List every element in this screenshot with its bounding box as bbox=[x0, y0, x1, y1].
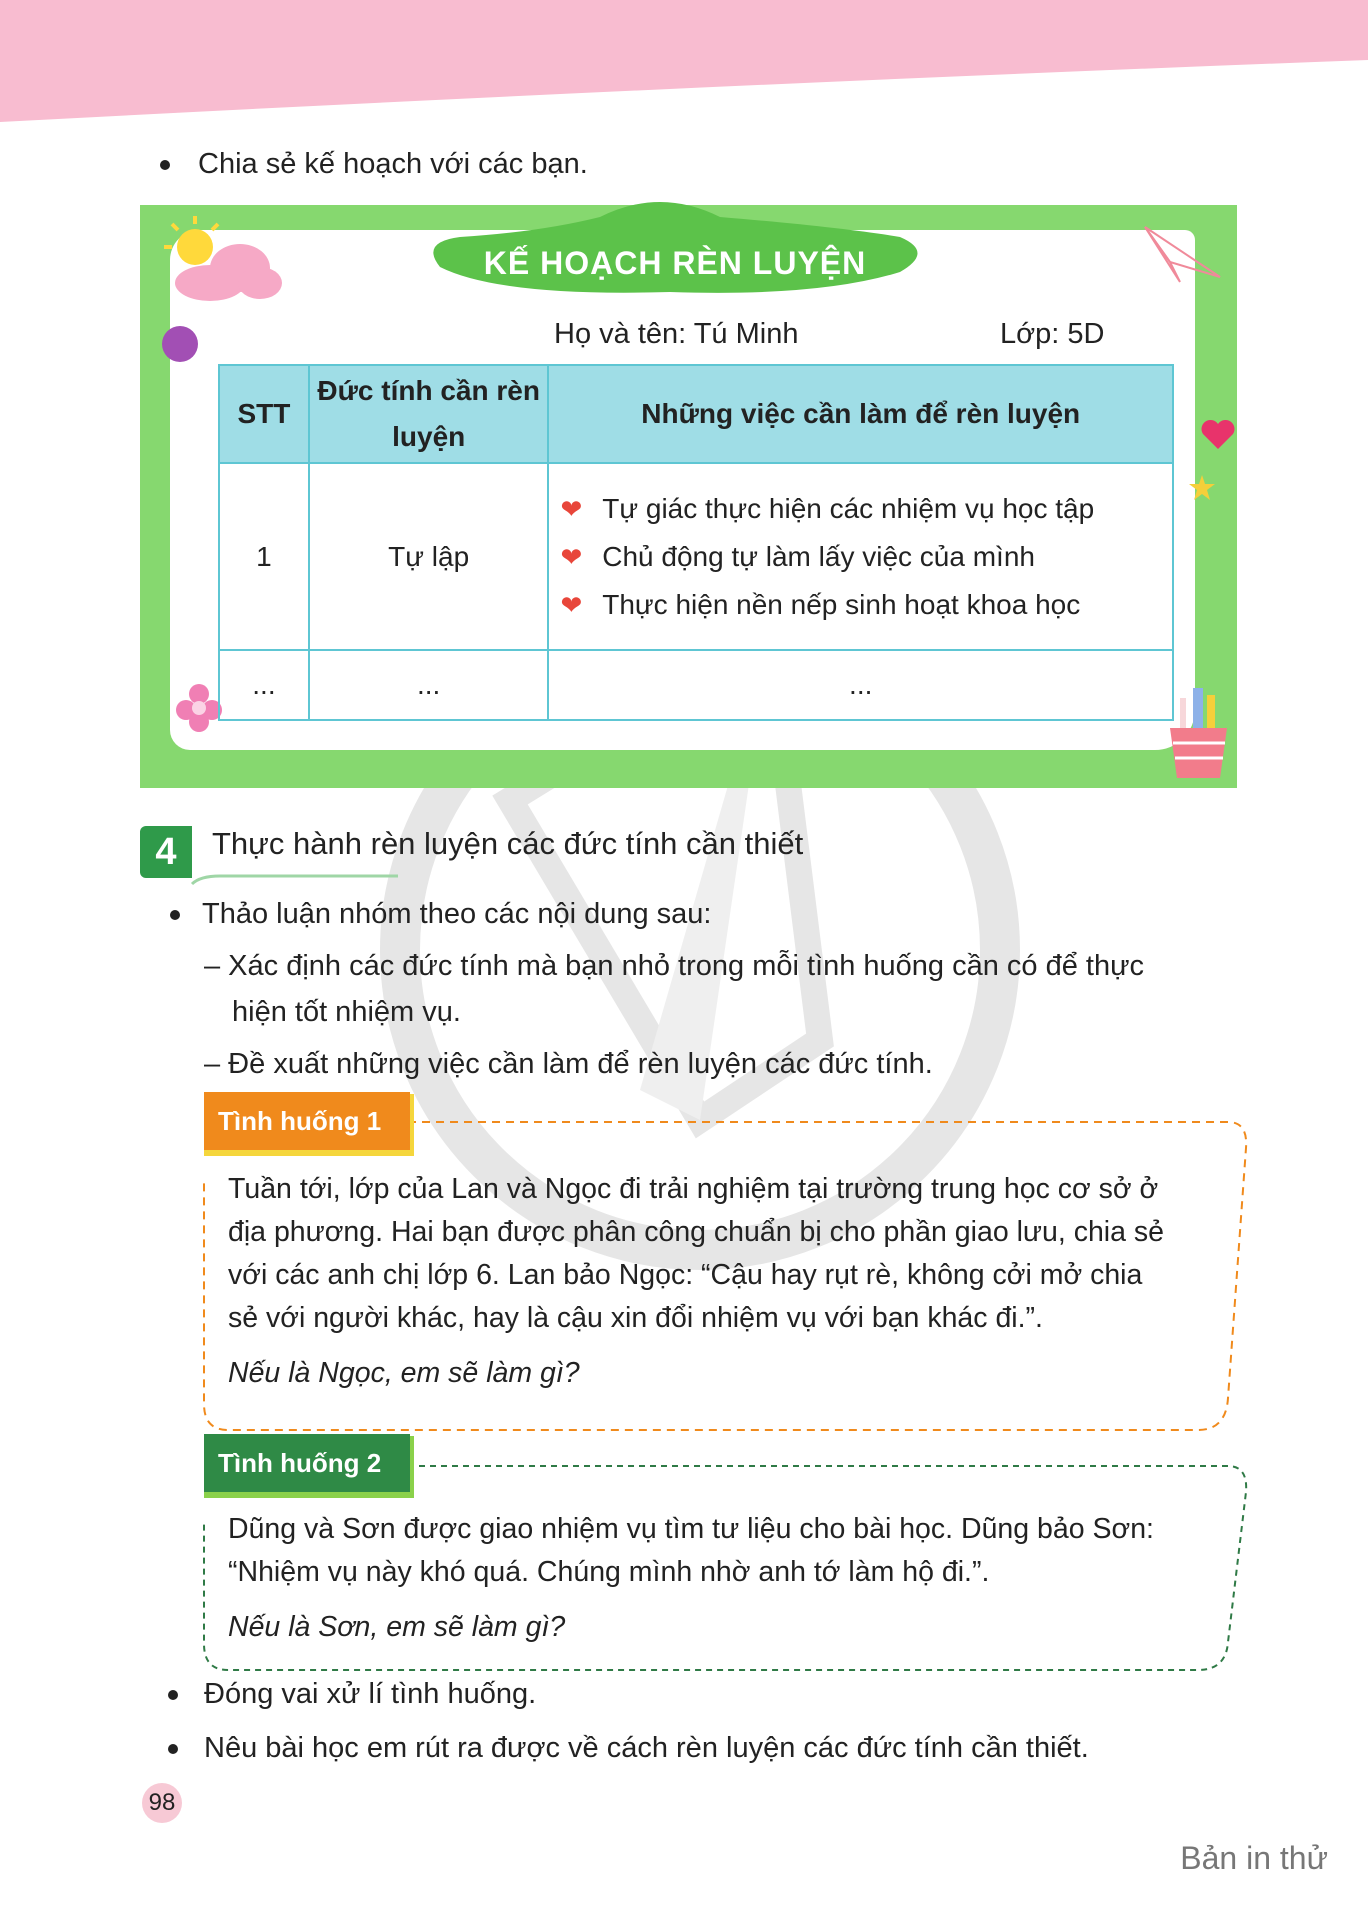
discussion-bullet bbox=[170, 898, 711, 931]
row2-tasks: ... bbox=[548, 650, 1173, 720]
closing-bullet-1 bbox=[168, 1678, 536, 1711]
star-icon bbox=[1187, 473, 1217, 503]
situation1-line: Tuần tới, lớp của Lan và Ngọc đi trải nghiệm tại trường trung học cơ sở ở bbox=[228, 1173, 1159, 1205]
section-number: 4 bbox=[140, 826, 192, 878]
situation1-body bbox=[228, 1168, 1238, 1395]
paper-plane-icon bbox=[1140, 222, 1230, 292]
row1-trait: Tự lập bbox=[309, 463, 549, 650]
student-name: Họ và tên: Tú Minh bbox=[554, 318, 799, 350]
intro-bullet bbox=[160, 148, 588, 181]
draft-label: Bản in thử bbox=[1180, 1840, 1328, 1876]
row2-trait: ... bbox=[309, 650, 549, 720]
situation2-body bbox=[228, 1508, 1238, 1649]
heart-icon: ❤ bbox=[560, 589, 583, 620]
row1-tasks bbox=[548, 463, 1173, 650]
situation1-tag-label: Tình huống 1 bbox=[204, 1092, 410, 1150]
cloud-icon bbox=[170, 238, 285, 303]
task-text: Thực hiện nền nếp sinh hoạt khoa học bbox=[602, 588, 1081, 620]
intro-bullet-text: Chia sẻ kế hoạch với các bạn. bbox=[198, 148, 588, 180]
situation1-line: địa phương. Hai bạn được phân công chuẩn bị cho phần giao lưu, chia sẻ bbox=[228, 1216, 1164, 1248]
situation2-tag-label: Tình huống 2 bbox=[204, 1434, 410, 1492]
bullet-icon bbox=[168, 1690, 178, 1700]
planet-icon bbox=[158, 322, 202, 366]
task-dash-1: – Xác định các đức tính mà bạn nhỏ trong mỗi tình huống cần có để thực bbox=[204, 950, 1145, 982]
heart-icon: ❤ bbox=[560, 493, 583, 524]
table-row bbox=[219, 463, 1173, 650]
closing-bullet-2 bbox=[168, 1732, 1089, 1765]
situation2-line: Dũng và Sơn được giao nhiệm vụ tìm tư liệu cho bài học. Dũng bảo Sơn: bbox=[228, 1513, 1154, 1545]
table-row bbox=[219, 650, 1173, 720]
task-list bbox=[550, 485, 1171, 629]
row2-stt: ... bbox=[219, 650, 309, 720]
bullet-icon bbox=[160, 160, 170, 170]
header-tasks: Những việc cần làm để rèn luyện bbox=[548, 365, 1173, 463]
header-trait: Đức tính cần rèn luyện bbox=[309, 365, 549, 463]
closing-bullet-text: Đóng vai xử lí tình huống. bbox=[204, 1678, 537, 1710]
section-title: Thực hành rèn luyện các đức tính cần thiết bbox=[212, 826, 804, 861]
task-dash-2: – Đề xuất những việc cần làm để rèn luyện các đức tính. bbox=[204, 1048, 933, 1080]
plan-table bbox=[218, 364, 1174, 721]
situation2-line: “Nhiệm vụ này khó quá. Chúng mình nhờ anh tớ làm hộ đi.”. bbox=[228, 1556, 990, 1588]
task-text: Tự giác thực hiện các nhiệm vụ học tập bbox=[602, 492, 1095, 524]
heart-icon: ❤ bbox=[560, 541, 583, 572]
list-item bbox=[560, 581, 1171, 629]
heart-decoration-icon bbox=[1198, 414, 1238, 454]
top-decorative-band bbox=[0, 0, 1368, 130]
pencil-cup-icon bbox=[1165, 683, 1235, 783]
list-item bbox=[560, 533, 1171, 581]
situation1-line: với các anh chị lớp 6. Lan bảo Ngọc: “Cậu hay rụt rè, không cởi mở chia bbox=[228, 1259, 1143, 1291]
situation1-line: sẻ với người khác, hay là cậu xin đổi nhiệm vụ với bạn khác đi.”. bbox=[228, 1302, 1043, 1334]
list-item bbox=[560, 485, 1171, 533]
situation1-question: Nếu là Ngọc, em sẽ làm gì? bbox=[228, 1357, 580, 1389]
table-header-row bbox=[219, 365, 1173, 463]
row1-stt: 1 bbox=[219, 463, 309, 650]
page-number: 98 bbox=[142, 1783, 182, 1823]
header-stt: STT bbox=[219, 365, 309, 463]
closing-bullet-text: Nêu bài học em rút ra được về cách rèn luyện các đức tính cần thiết. bbox=[204, 1732, 1089, 1764]
bullet-icon bbox=[168, 1744, 178, 1754]
situation2-question: Nếu là Sơn, em sẽ làm gì? bbox=[228, 1611, 566, 1643]
bullet-icon bbox=[170, 910, 180, 920]
student-class: Lớp: 5D bbox=[1000, 318, 1105, 350]
task-text: Chủ động tự làm lấy việc của mình bbox=[602, 540, 1035, 572]
task-dash-1-cont: hiện tốt nhiệm vụ. bbox=[232, 996, 461, 1028]
plan-title: KẾ HOẠCH RÈN LUYỆN bbox=[483, 245, 867, 281]
discussion-bullet-text: Thảo luận nhóm theo các nội dung sau: bbox=[202, 898, 712, 930]
